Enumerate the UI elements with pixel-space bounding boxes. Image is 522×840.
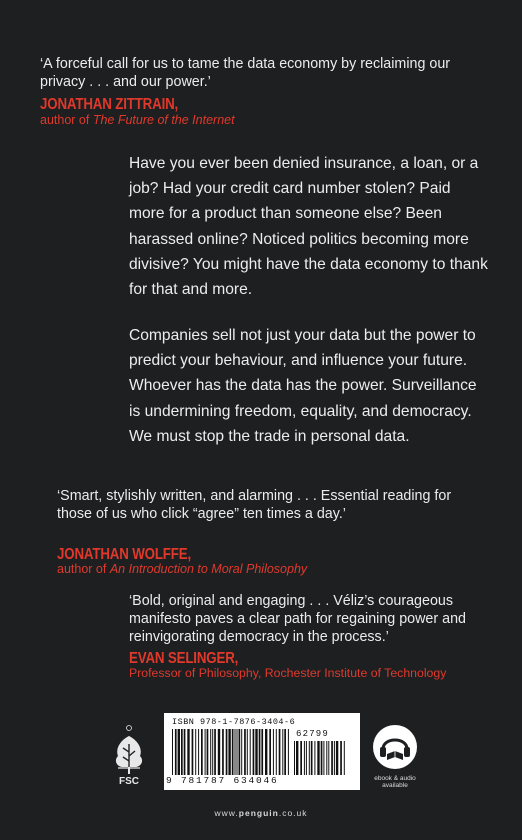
headphones-book-icon	[372, 724, 418, 770]
blurb-paragraph-1: Have you ever been denied insurance, a loan, or a job? Had your credit card number stolen? Paid more for a product than someone else? Been harassed online? Noticed politics becoming more divisive? You might have the data economy to thank for that and more.	[129, 155, 488, 299]
barcode-bar	[296, 741, 298, 775]
barcode-bar	[195, 729, 196, 775]
barcode-bar	[192, 729, 194, 775]
barcode-bar	[253, 729, 255, 775]
endorser-name-wolffe: JONATHAN WOLFFE,	[57, 546, 191, 563]
barcode-bar	[265, 729, 267, 775]
barcode-bar	[247, 729, 248, 775]
barcode-bar	[212, 729, 213, 775]
endorser-name-zittrain: JONATHAN ZITTRAIN,	[40, 96, 179, 113]
ean-digits: 9 781787 634046	[166, 775, 279, 786]
endorsement-quote-wolffe: ‘Smart, stylishly written, and alarming . . . Essential reading for those of us who click “agree” ten times a day.’	[57, 488, 452, 522]
barcode-bar	[334, 741, 335, 775]
barcode-bar	[226, 729, 228, 775]
barcode-bar	[269, 729, 271, 775]
barcode-bar	[311, 741, 313, 775]
barcode-bar	[244, 729, 246, 775]
endorsement-quote-zittrain: ‘A forceful call for us to tame the data economy by reclaiming our privacy . . . and our power.’	[40, 56, 451, 90]
barcode-bar	[309, 741, 310, 775]
endorser-role-zittrain: author of The Future of the Internet	[40, 113, 235, 127]
barcode-bar	[218, 729, 220, 775]
barcode-bar	[284, 729, 286, 775]
ean-barcode-bars	[172, 729, 290, 775]
barcode-bar	[241, 729, 242, 775]
barcode-bar	[187, 729, 189, 775]
addon-digits: 62799	[296, 729, 330, 739]
barcode-bar	[276, 729, 277, 775]
barcode-bar	[201, 729, 203, 775]
barcode-bar	[250, 729, 251, 775]
barcode-bar	[323, 741, 324, 775]
barcode-bar	[314, 741, 315, 775]
barcode-bar	[336, 741, 338, 775]
endorser-role-selinger: Professor of Philosophy, Rochester Institute of Technology	[129, 666, 447, 680]
barcode-bar	[306, 741, 307, 775]
barcode-bar	[282, 729, 283, 775]
barcode-bar	[340, 741, 342, 775]
barcode-bar	[331, 741, 333, 775]
barcode-bar	[294, 741, 295, 775]
barcode-bar	[184, 729, 186, 775]
endorser-name-selinger: EVAN SELINGER,	[129, 650, 239, 667]
barcode-bar	[237, 729, 238, 775]
barcode-bar	[326, 741, 327, 775]
blurb-paragraph-2: Companies sell not just your data but the power to predict your behaviour, and influence your future. Whoever has the data has the power. Surveillance is undermining freedom, equality, and democracy. We must stop the trade in personal data.	[129, 327, 477, 445]
barcode-bar	[205, 729, 206, 775]
barcode-bar	[328, 741, 329, 775]
addon-barcode-bars	[294, 741, 346, 775]
barcode-bar	[222, 729, 224, 775]
isbn-barcode	[164, 713, 360, 790]
barcode-bar	[273, 729, 274, 775]
barcode-bar	[175, 729, 177, 775]
barcode-bar	[239, 729, 241, 775]
publisher-url[interactable]: www.penguin.co.uk	[214, 808, 308, 818]
fsc-label: FSC	[119, 776, 139, 787]
barcode-bar	[300, 741, 302, 775]
barcode-bar	[259, 729, 261, 775]
barcode-bar	[198, 729, 199, 775]
barcode-bar	[181, 729, 183, 775]
barcode-bar	[321, 741, 323, 775]
barcode-bar	[228, 729, 230, 775]
endorsement-quote-selinger: ‘Bold, original and engaging . . . Véliz’s courageous manifesto paves a clear path for regaining power and reinvigorating democracy in the process.’	[129, 593, 466, 645]
barcode-bar	[317, 741, 319, 775]
barcode-bar	[255, 729, 257, 775]
barcode-bar	[232, 729, 234, 775]
barcode-bar	[261, 729, 263, 775]
barcode-bar	[178, 729, 180, 775]
barcode-bar	[207, 729, 209, 775]
fsc-logo-icon	[106, 724, 152, 788]
barcode-bar	[344, 741, 345, 775]
barcode-bar	[235, 729, 236, 775]
ebook-audio-badge: ebook & audio available	[372, 724, 418, 790]
barcode-bar	[210, 729, 211, 775]
isbn-text: ISBN 978-1-7876-3404-6	[172, 717, 296, 727]
barcode-bar	[279, 729, 281, 775]
barcode-bar	[288, 729, 289, 775]
barcode-bar	[172, 729, 173, 775]
barcode-bar	[214, 729, 216, 775]
endorser-role-wolffe: author of An Introduction to Moral Philosophy	[57, 562, 308, 576]
barcode-bar	[304, 741, 305, 775]
